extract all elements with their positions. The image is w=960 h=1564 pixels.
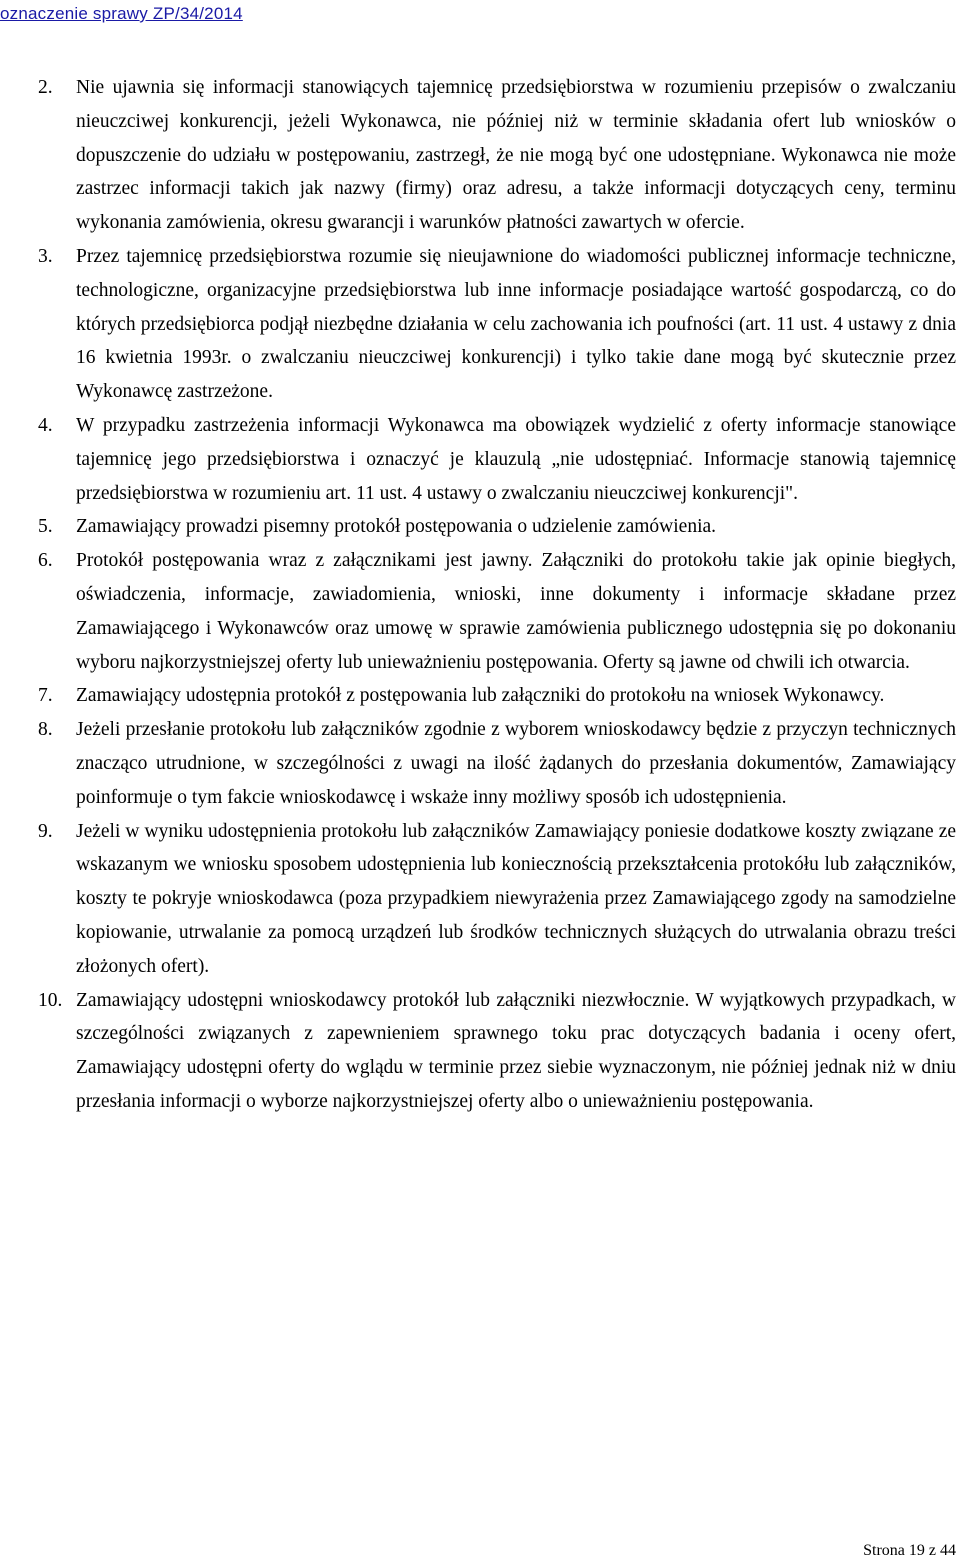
- list-item-text: Protokół postępowania wraz z załącznikami jest jawny. Załączniki do protokołu takie jak opinie biegłych, oświadczenia, informacje, zawiadomienia, wnioski, inne dokumenty i informacje składane przez Zamawiającego i Wykonawców oraz umowę w sprawie zamówienia publicznego udostępnia się po dokonaniu wyboru najkorzystniejszej oferty lub unieważnieniu postępowania. Oferty są jawne od chwili ich otwarcia.: [76, 550, 956, 673]
- document-body: [38, 71, 956, 1119]
- list-item-text: Przez tajemnicę przedsiębiorstwa rozumie się nieujawnione do wiadomości publicznej informacje techniczne, technologiczne, organizacyjne przedsiębiorstwa lub inne informacje posiadające wartość gospodarczą, co do których przedsiębiorca podjął niezbędne działania w celu zachowania ich poufności (art. 11 ust. 4 ustawy z dnia 16 kwietnia 1993r. o zwalczaniu nieuczciwej konkurencji) i tylko takie dane mogą być skutecznie przez Wykonawcę zastrzeżone.: [76, 245, 956, 403]
- list-item-number: 10.: [38, 989, 63, 1011]
- list-item-text: Zamawiający udostępnia protokół z postępowania lub załączniki do protokołu na wniosek Wykonawcy.: [76, 685, 885, 707]
- list-item-number: 2.: [38, 77, 53, 98]
- case-reference-link[interactable]: oznaczenie sprawy ZP/34/2014: [0, 4, 243, 23]
- list-item-text: Jeżeli przesłanie protokołu lub załączników zgodnie z wyborem wnioskodawcy będzie z przyczyn technicznych znacząco utrudnione, w szczególności z uwagi na ilość żądanych do przesłania dokumentów, Zamawiający poinformuje o tym fakcie wnioskodawcę i wskaże inny możliwy sposób ich udostępnienia.: [76, 719, 956, 808]
- list-item: [38, 713, 956, 814]
- list-item: [38, 679, 956, 713]
- list-item-number: 6.: [38, 550, 53, 572]
- list-item: [38, 815, 956, 984]
- list-item: [38, 510, 956, 544]
- page-number: Strona 19 z 44: [863, 1542, 956, 1559]
- list-item: [38, 984, 956, 1119]
- list-item: [38, 544, 956, 679]
- list-item: [38, 409, 956, 510]
- list-item-number: 3.: [38, 245, 53, 267]
- list-item: [38, 240, 956, 409]
- list-item-text: Jeżeli w wyniku udostępnienia protokołu lub załączników Zamawiający poniesie dodatkowe koszty związane ze wskazanym we wniosku sposobem udostępnienia lub koniecznością przekształcenia protokółu lub załączników, koszty te pokryje wnioskodawca (poza przypadkiem niewyrażenia przez Zamawiającego zgody na samodzielne kopiowanie, utrwalanie za pomocą urządzeń lub środków technicznych służących do utrwalania obrazu treści złożonych ofert).: [76, 820, 956, 977]
- list-item-text: Zamawiający udostępni wnioskodawcy protokół lub załączniki niezwłocznie. W wyjątkowych przypadkach, w szczególności związanych z zapewnieniem sprawnego toku prac dotyczących badania i oceny ofert, Zamawiający udostępni oferty do wglądu w terminie przez siebie wyznaczonym, nie później jednak niż w dniu przesłania informacji o wyborze najkorzystniejszej oferty albo o unieważnieniu postępowania.: [76, 989, 956, 1112]
- list-item-text: Zamawiający prowadzi pisemny protokół postępowania o udzielenie zamówienia.: [76, 516, 717, 538]
- list-item-number: 4.: [38, 414, 53, 436]
- list-item: [38, 71, 956, 240]
- list-item-number: 9.: [38, 820, 53, 842]
- list-item-text: W przypadku zastrzeżenia informacji Wykonawca ma obowiązek wydzielić z oferty informacje stanowiące tajemnicę jego przedsiębiorstwa i oznaczyć je klauzulą „nie udostępniać. Informacje stanowią tajemnicę przedsiębiorstwa w rozumieniu art. 11 ust. 4 ustawy o zwalczaniu nieuczciwej konkurencji".: [76, 414, 956, 504]
- list-item-text: Nie ujawnia się informacji stanowiących tajemnicę przedsiębiorstwa w rozumieniu przepisów o zwalczaniu nieuczciwej konkurencji, jeżeli Wykonawca, nie później niż w terminie składania ofert lub wniosków o dopuszczenie do udziału w postępowaniu, zastrzegł, że nie mogą być one udostępniane. Wykonawca nie może zastrzec informacji takich jak nazwy (firmy) oraz adresu, a także informacji dotyczących ceny, terminu wykonania zamówienia, okresu gwarancji i warunków płatności zawartych w ofercie.: [76, 77, 956, 234]
- list-item-number: 8.: [38, 719, 53, 741]
- list-item-number: 5.: [38, 516, 53, 538]
- list-item-number: 7.: [38, 685, 53, 707]
